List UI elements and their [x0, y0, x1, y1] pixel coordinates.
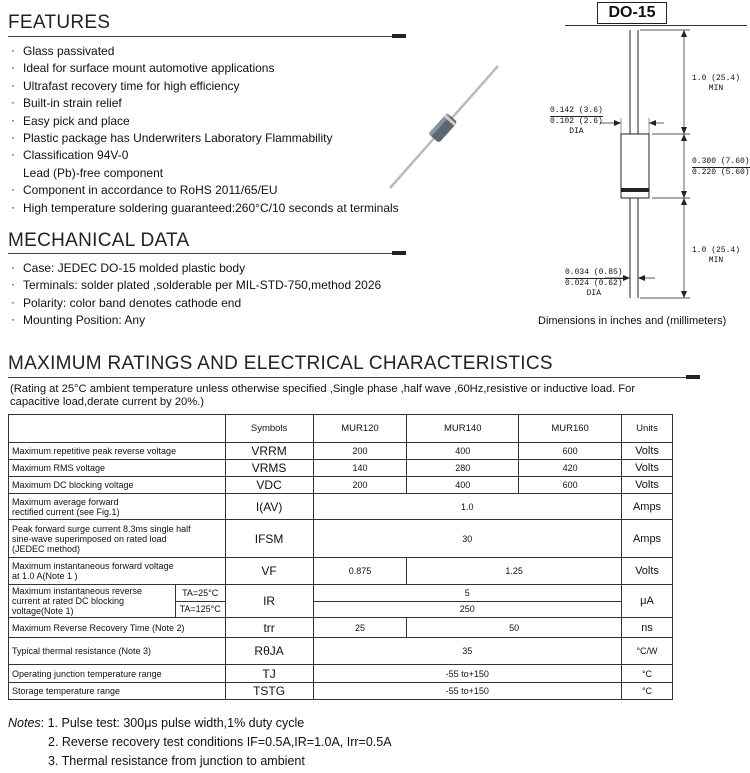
table-row — [9, 460, 673, 477]
feature-item — [8, 182, 399, 199]
table-row — [9, 638, 673, 665]
symbol-cell: TSTG — [225, 683, 313, 700]
value-cell: 140 — [313, 460, 407, 477]
condition-cell: TA=125°C — [175, 601, 225, 618]
dim-lead-diameter: 0.034 (0.85) 0.024 (0.62) DIA — [565, 268, 623, 298]
ratings-title: MAXIMUM RATINGS AND ELECTRICAL CHARACTERISTICS — [8, 353, 553, 374]
feature-text: Built-in strain relief — [23, 96, 122, 111]
symbol-cell: VDC — [225, 477, 313, 494]
unit-cell: Amps — [622, 520, 673, 558]
header-units: Units — [622, 415, 673, 443]
symbol-cell: VRRM — [225, 443, 313, 460]
symbol-cell: trr — [225, 618, 313, 638]
unit-cell: Volts — [622, 558, 673, 585]
param-line: Maximum instantaneous forward voltage — [12, 561, 174, 571]
notes-block — [8, 714, 392, 771]
value-cell: 25 — [313, 618, 407, 638]
symbol-cell: VRMS — [225, 460, 313, 477]
mechanical-title: MECHANICAL DATA — [8, 230, 190, 251]
bullet-dot: · — [11, 130, 15, 145]
unit-cell: Volts — [622, 460, 673, 477]
mech-item-case: · Case: JEDEC DO-15 molded plastic body — [11, 260, 246, 275]
feature-item — [8, 43, 399, 60]
feature-text: Easy pick and place — [23, 113, 130, 128]
feature-item — [8, 147, 399, 164]
value-cell: 200 — [313, 477, 407, 494]
value-cell: 200 — [313, 443, 407, 460]
note-line: 2. Reverse recovery test conditions IF=0.5A,IR=1.0A, Irr=0.5A — [48, 735, 392, 749]
unit-cell: Volts — [622, 443, 673, 460]
value-cell: 600 — [519, 443, 622, 460]
mech-item-mounting: · Mounting Position: Any — [11, 312, 146, 328]
value-cell: 5 — [313, 585, 621, 602]
param-line: rectified current (see Fig.1) — [12, 506, 120, 517]
table-row — [9, 494, 673, 520]
bullet-dot: · — [11, 112, 15, 127]
feature-item — [8, 200, 399, 217]
table-row — [9, 443, 673, 460]
ratings-table — [8, 414, 673, 700]
unit-cell: Amps — [622, 494, 673, 520]
value-cell: 400 — [407, 477, 519, 494]
feature-item — [8, 95, 399, 112]
unit-cell: μA — [622, 585, 673, 618]
value-cell: -55 to+150 — [313, 683, 621, 700]
value-cell: 50 — [407, 618, 622, 638]
feature-text: Plastic package has Underwriters Laboratory Flammability — [23, 131, 333, 146]
symbol-cell: TJ — [225, 665, 313, 683]
value-cell: 30 — [313, 520, 621, 558]
features-title: FEATURES — [8, 12, 111, 33]
feature-item — [8, 165, 399, 182]
param-cell — [9, 558, 226, 585]
symbol-cell: RθJA — [225, 638, 313, 665]
bullet-dot: · — [11, 43, 15, 57]
table-row — [9, 665, 673, 683]
feature-text: Lead (Pb)-free component — [23, 165, 164, 180]
feature-text: Classification 94V-0 — [23, 148, 129, 163]
param-line: current at rated DC blocking — [12, 596, 125, 606]
ratings-rule — [8, 377, 700, 378]
feature-text: Ideal for surface mount automotive applications — [23, 61, 275, 76]
param-line: sine-wave superimposed on rated load — [12, 533, 167, 544]
symbol-cell: VF — [225, 558, 313, 585]
table-row — [9, 618, 673, 638]
dimensions-caption: Dimensions in inches and (millimeters) — [538, 315, 727, 327]
param-cell — [9, 585, 176, 618]
feature-item — [8, 130, 399, 147]
ratings-note: (Rating at 25°C ambient temperature unless otherwise specified ,Single phase ,half wave ,60Hz,resistive or inductive load. For capacitive load,derate current by 20%.) — [10, 383, 636, 408]
feature-item — [8, 113, 399, 130]
symbol-cell: IR — [225, 585, 313, 618]
table-row — [9, 558, 673, 585]
unit-cell: °C/W — [622, 638, 673, 665]
mechanical-list — [8, 260, 381, 330]
header-mur160: MUR160 — [519, 415, 622, 443]
feature-text: Glass passivated — [23, 44, 115, 58]
param-cell: Operating junction temperature range — [9, 665, 226, 683]
mechanical-rule — [8, 253, 406, 254]
features-rule — [8, 36, 406, 37]
table-row — [9, 477, 673, 494]
bullet-dot: · — [11, 199, 15, 214]
dim-lead-length-bottom: 1.0 (25.4) MIN — [692, 246, 741, 265]
table-row — [9, 683, 673, 700]
feature-item — [8, 78, 399, 95]
unit-cell: °C — [622, 683, 673, 700]
param-cell — [9, 520, 226, 558]
bullet-dot: · — [11, 77, 15, 92]
value-cell: 400 — [407, 443, 519, 460]
value-cell: 35 — [313, 638, 621, 665]
value-cell: 0.875 — [313, 558, 407, 585]
condition-cell: TA=25°C — [175, 585, 225, 602]
table-header-row — [9, 415, 673, 443]
mech-item-polarity: · Polarity: color band denotes cathode end — [11, 294, 242, 310]
feature-item — [8, 60, 399, 77]
unit-cell: Volts — [622, 477, 673, 494]
feature-text: High temperature soldering guaranteed:260°C/10 seconds at terminals — [23, 200, 399, 215]
feature-text: Ultrafast recovery time for high efficiency — [23, 78, 240, 93]
symbol-cell: IFSM — [225, 520, 313, 558]
param-line: voltage(Note 1) — [12, 606, 74, 616]
header-mur120: MUR120 — [313, 415, 407, 443]
symbol-cell: I(AV) — [225, 494, 313, 520]
table-row — [9, 520, 673, 558]
note-text: 1. Pulse test: 300μs pulse width,1% duty cycle — [47, 716, 305, 730]
param-cell: Maximum repetitive peak reverse voltage — [9, 443, 226, 460]
bullet-dot: · — [11, 147, 15, 162]
features-list — [8, 43, 399, 217]
param-cell: Maximum Reverse Recovery Time (Note 2) — [9, 618, 226, 638]
value-cell: 250 — [313, 601, 621, 618]
table-row — [9, 585, 673, 602]
header-symbols: Symbols — [225, 415, 313, 443]
param-line: (JEDEC method) — [12, 543, 81, 554]
value-cell: 1.0 — [313, 494, 621, 520]
param-line: at 1.0 A(Note 1 ) — [12, 571, 78, 581]
bullet-dot: · — [11, 95, 15, 110]
value-cell: -55 to+150 — [313, 665, 621, 683]
header-mur140: MUR140 — [407, 415, 519, 443]
note-line: 3. Thermal resistance from junction to ambient — [48, 754, 305, 768]
dim-body-diameter: 0.142 (3.6) 0.102 (2.6) DIA — [550, 106, 603, 136]
param-line: Maximum average forward — [12, 496, 119, 507]
mech-item-terminals: · Terminals: solder plated ,solderable per MIL-STD-750,method 2026 — [11, 277, 382, 293]
unit-cell: °C — [622, 665, 673, 683]
value-cell: 420 — [519, 460, 622, 477]
param-line: Maximum instantaneous reverse — [12, 586, 143, 596]
feature-text: Component in accordance to RoHS 2011/65/EU — [23, 183, 278, 198]
param-cell: Typical thermal resistance (Note 3) — [9, 638, 226, 665]
value-cell: 1.25 — [407, 558, 622, 585]
param-cell: Maximum RMS voltage — [9, 460, 226, 477]
param-cell: Maximum DC blocking voltage — [9, 477, 226, 494]
note-line: Notes: 1. Pulse test: 300μs pulse width,1% duty cycle — [8, 716, 305, 730]
bullet-dot: · — [11, 60, 15, 75]
unit-cell: ns — [622, 618, 673, 638]
dim-lead-length-top: 1.0 (25.4) MIN — [692, 74, 741, 93]
package-name: DO-15 — [597, 2, 667, 24]
bullet-dot: · — [11, 182, 15, 197]
param-cell: Storage temperature range — [9, 683, 226, 700]
param-cell — [9, 494, 226, 520]
header-parameter — [9, 415, 226, 443]
diode-illustration — [385, 62, 505, 192]
dim-body-length: 0.300 (7.60) 0.220 (5.60) — [692, 157, 750, 177]
value-cell: 600 — [519, 477, 622, 494]
value-cell: 280 — [407, 460, 519, 477]
notes-label: Notes — [8, 716, 41, 730]
param-line: Peak forward surge current 8.3ms single half — [12, 523, 191, 534]
